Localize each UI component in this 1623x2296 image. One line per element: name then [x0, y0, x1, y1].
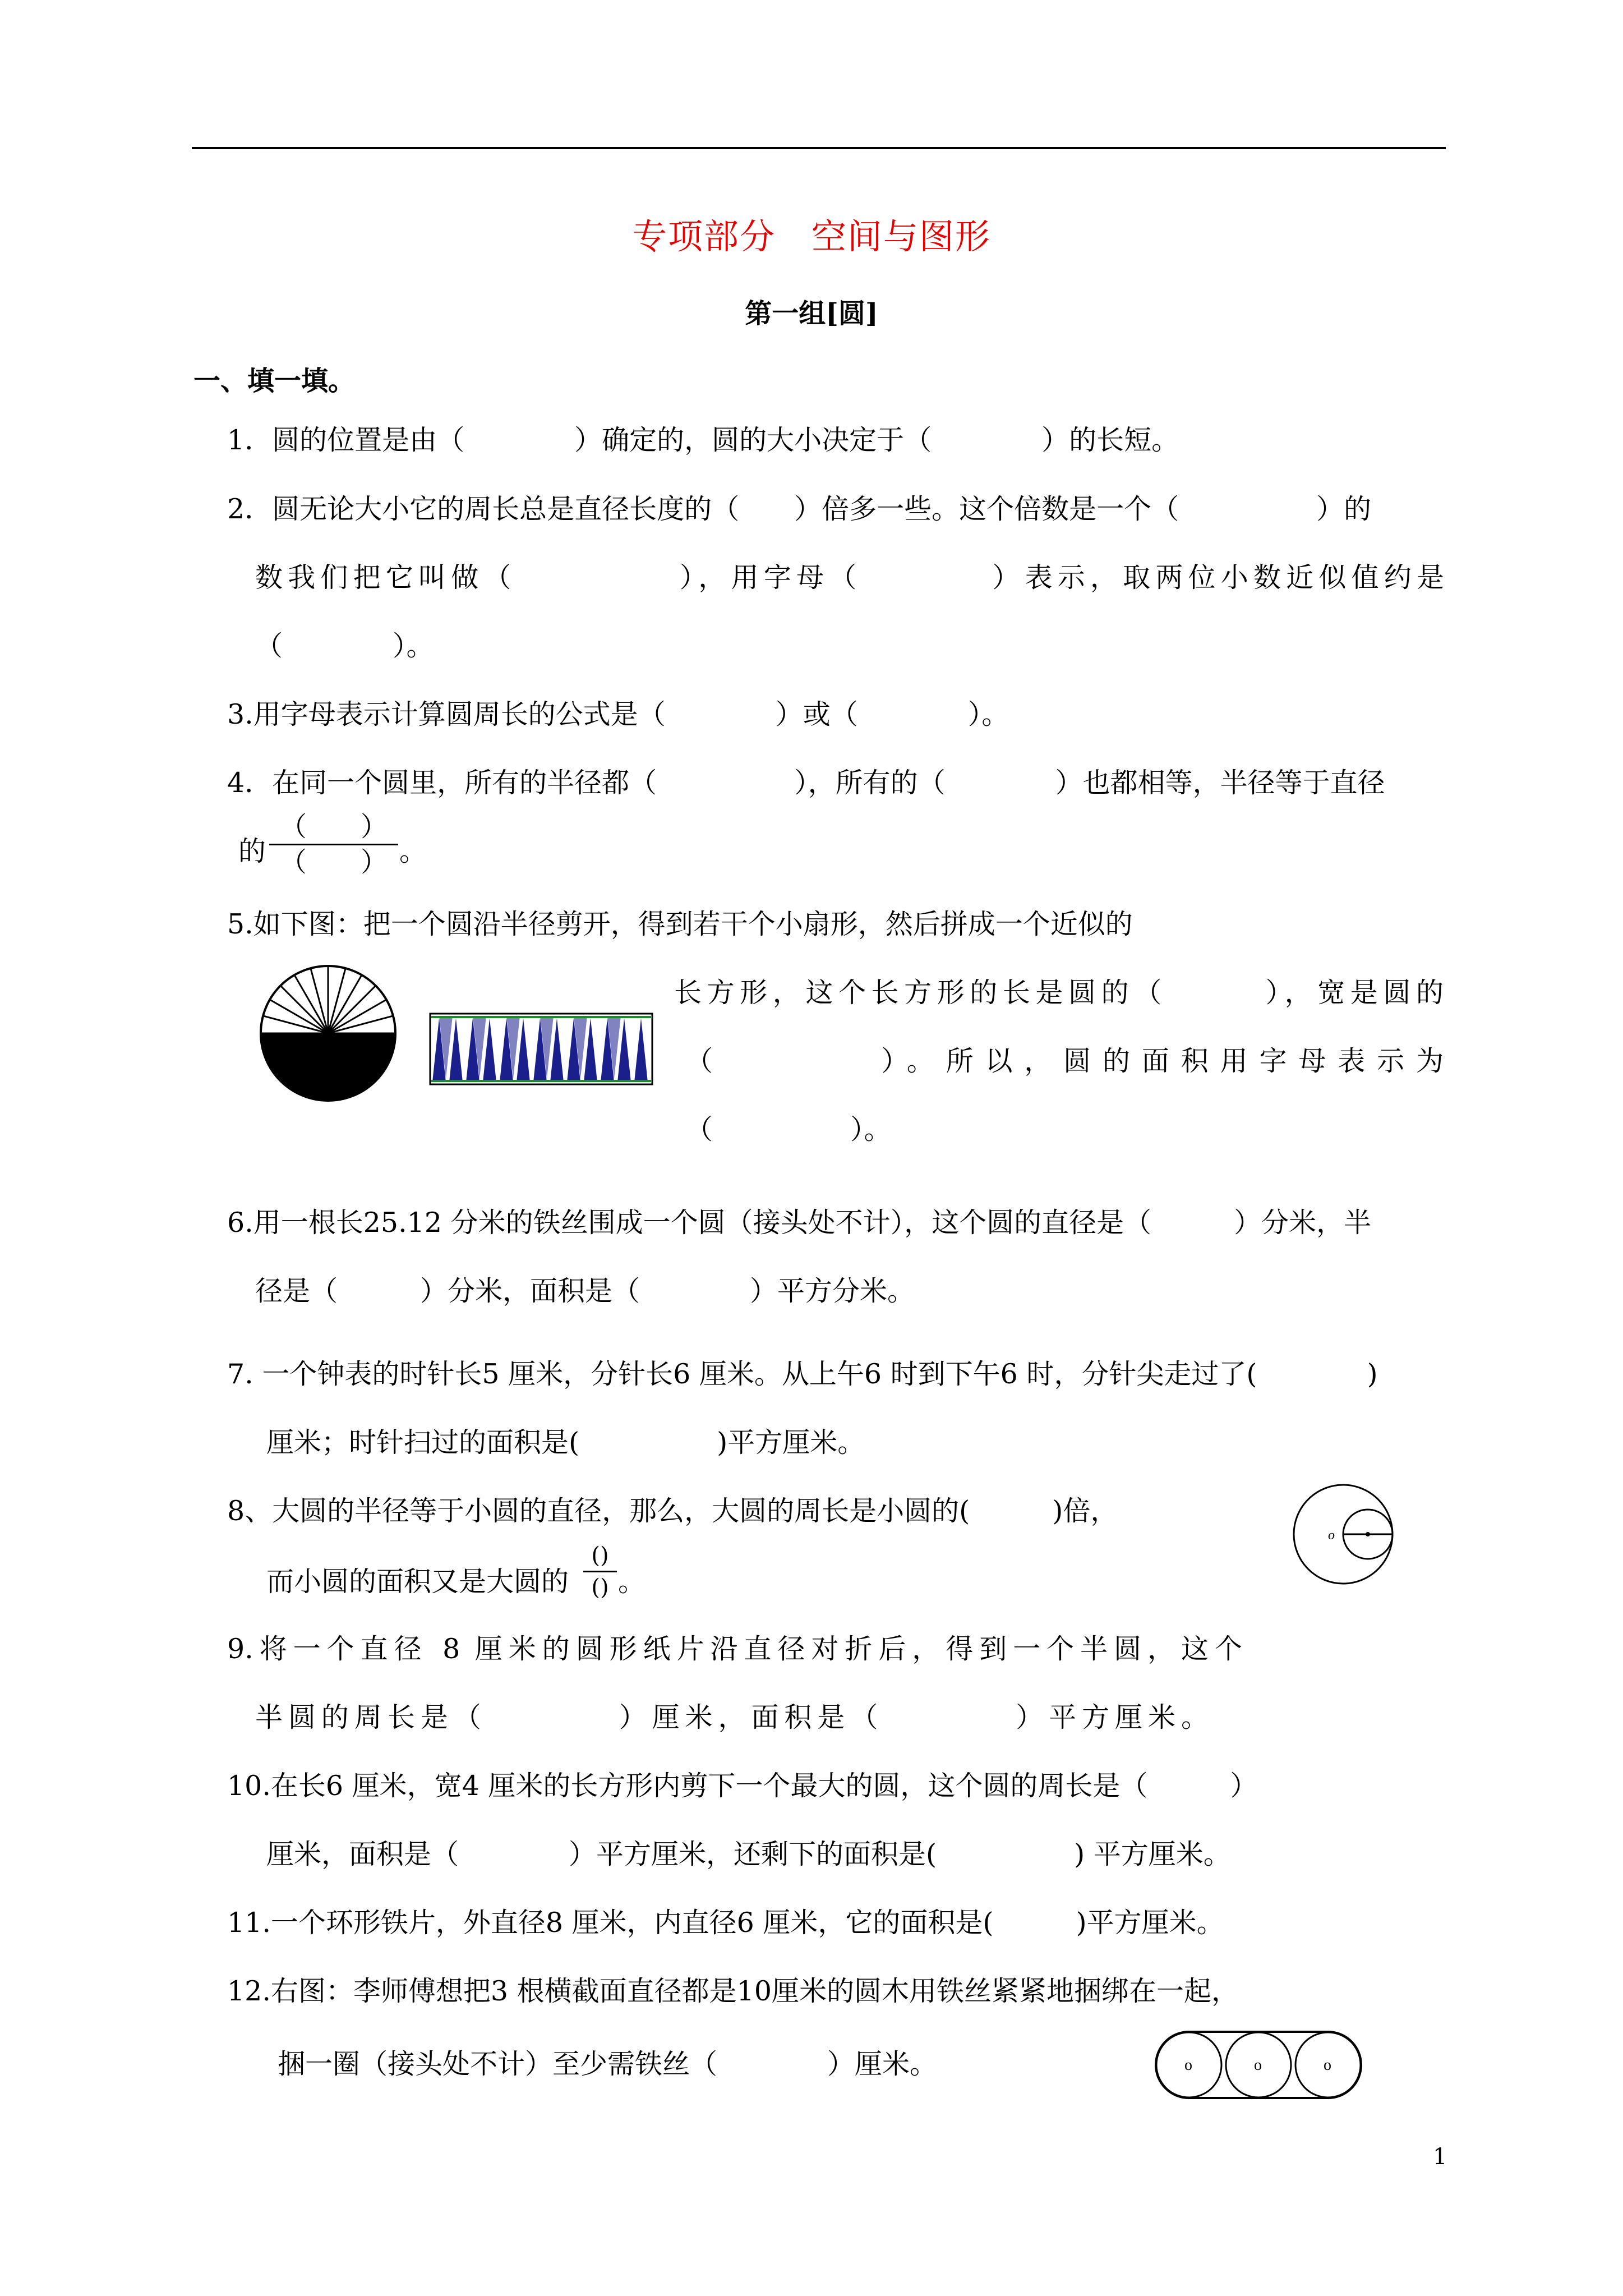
sector-cuts — [261, 966, 395, 1033]
question-5-line-3: （ ）。所以，圆的面积用字母表示为 — [685, 1045, 1444, 1077]
question-6-line-2: 径是（ ）分米，面积是（ ）平方分米。 — [255, 1275, 915, 1307]
three-logs-figure — [1154, 2030, 1363, 2100]
question-12-line-2: 捆一圈（接头处不计）至少需铁丝（ ）厘米。 — [278, 2048, 938, 2080]
fraction-bar — [269, 844, 398, 845]
shaded-half-circle — [261, 1033, 395, 1101]
question-4-line-2-suffix: 。 — [399, 835, 427, 867]
page-subtitle: 第一组[圆] — [745, 298, 878, 329]
center-label: o — [1328, 1528, 1335, 1543]
question-2-line-3: （ ）。 — [255, 630, 434, 662]
question-9-line-1: 9.将一个直径 8 厘米的圆形纸片沿直径对折后，得到一个半圆，这个 — [227, 1633, 1242, 1665]
section-heading: 一、填一填。 — [193, 365, 356, 397]
log-center-label: o — [1324, 2056, 1331, 2074]
question-8-line-2-prefix: 而小圆的面积又是大圆的 — [266, 1566, 569, 1598]
question-8-fraction — [583, 1543, 617, 1600]
question-5-line-4: （ ）。 — [685, 1114, 892, 1145]
question-10-line-2: 厘米，面积是（ ）平方厘米，还剩下的面积是( ) 平方厘米。 — [266, 1838, 1231, 1870]
question-11: 11.一个环形铁片，外直径8 厘米，内直径6 厘米，它的面积是( )平方厘米。 — [227, 1907, 1224, 1939]
question-4-line-2-prefix: 的 — [238, 835, 266, 867]
question-2-line-1: 2．圆无论大小它的周长总是直径长度的（ ）倍多一些。这个倍数是一个（ ）的 — [227, 493, 1372, 525]
question-4-fraction — [269, 812, 398, 877]
question-6-line-1: 6.用一根长25.12 分米的铁丝围成一个圆（接头处不计），这个圆的直径是（ ）分米，半 — [227, 1207, 1372, 1239]
question-9-line-2: 半圆的周长是（ ）厘米，面积是（ ）平方厘米。 — [255, 1701, 1209, 1733]
question-12-line-1: 12.右图：李师傅想把3 根横截面直径都是10厘米的圆木用铁丝紧紧地捆绑在一起， — [227, 1975, 1239, 2007]
question-3: 3.用字母表示计算圆周长的公式是（ ）或（ ）。 — [227, 698, 1009, 730]
question-7-line-1: 7. 一个钟表的时针长5 厘米，分针长6 厘米。从上午6 时到下午6 时，分针尖走过了( ) — [227, 1358, 1378, 1390]
fraction-bar — [583, 1571, 617, 1572]
fraction-denominator: () — [591, 1575, 609, 1600]
question-2-line-2: 数我们把它叫做（ ），用字母（ ）表示，取两位小数近似值约是 — [255, 562, 1444, 593]
cut-circle-figure — [255, 960, 401, 1106]
question-7-line-2: 厘米；时针扫过的面积是( )平方厘米。 — [266, 1427, 865, 1458]
question-5-line-1: 5.如下图：把一个圆沿半径剪开，得到若干个小扇形，然后拼成一个近似的 — [227, 908, 1133, 940]
page-number: 1 — [1433, 2144, 1447, 2170]
question-10-line-1: 10.在长6 厘米，宽4 厘米的长方形内剪下一个最大的圆，这个圆的周长是（ ） — [227, 1770, 1258, 1802]
fraction-numerator: （ ） — [279, 811, 388, 843]
log-center-label: o — [1184, 2056, 1192, 2074]
header-rule — [192, 147, 1446, 149]
log-center-label: o — [1254, 2056, 1262, 2074]
question-8-line-2-suffix: 。 — [618, 1566, 646, 1598]
approx-rectangle-figure — [429, 1013, 653, 1085]
question-5-line-2: 长方形，这个长方形的长是圆的（ ），宽是圆的 — [674, 977, 1444, 1009]
question-1: 1．圆的位置是由（ ）确定的，圆的大小决定于（ ）的长短。 — [227, 424, 1179, 456]
fraction-denominator: （ ） — [279, 846, 388, 878]
question-8-line-1: 8、大圆的半径等于小圆的直径，那么，大圆的周长是小圆的( )倍， — [227, 1495, 1118, 1527]
page-title: 专项部分 空间与图形 — [631, 216, 991, 257]
question-4-line-1: 4．在同一个圆里，所有的半径都（ ），所有的（ ）也都相等，半径等于直径 — [227, 767, 1385, 799]
fraction-numerator: () — [591, 1543, 609, 1568]
concentric-circles-figure — [1290, 1481, 1396, 1588]
